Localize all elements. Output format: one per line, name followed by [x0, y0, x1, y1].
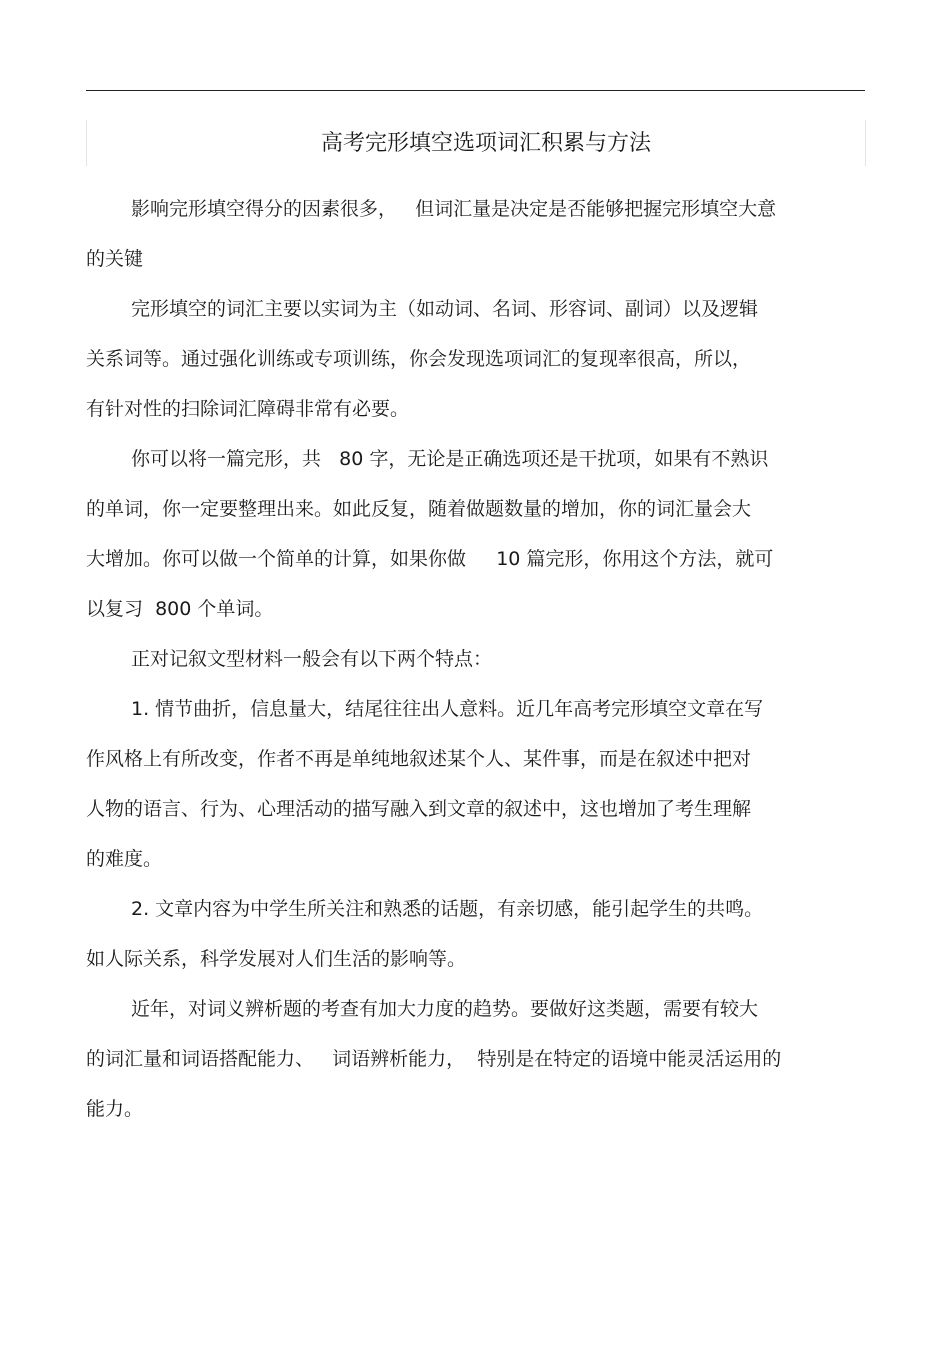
- paragraph-line: 的难度。: [86, 848, 163, 870]
- paragraph-line: 如人际关系，科学发展对人们生活的影响等。: [86, 948, 467, 970]
- paragraph-line: 你可以将一篇完形，共 80 字，无论是正确选项还是干扰项，如果有不熟识: [131, 448, 769, 470]
- paragraph-line: 完形填空的词汇主要以实词为主（如动词、名词、形容词、副词）以及逻辑: [131, 298, 759, 320]
- paragraph-line: 正对记叙文型材料一般会有以下两个特点：: [131, 648, 493, 670]
- paragraph-line: 作风格上有所改变，作者不再是单纯地叙述某个人、某件事，而是在叙述中把对: [86, 748, 752, 770]
- title-frame: [86, 120, 866, 166]
- paragraph-line: 人物的语言、行为、心理活动的描写融入到文章的叙述中，这也增加了考生理解: [86, 798, 752, 820]
- paragraph-line: 的关键: [86, 248, 144, 270]
- paragraph-line: 有针对性的扫除词汇障碍非常有必要。: [86, 398, 410, 420]
- paragraph-line: 以复习 800 个单词。: [86, 598, 274, 620]
- paragraph-line: 的词汇量和词语搭配能力、 词语辨析能力， 特别是在特定的语境中能灵活运用的: [86, 1048, 782, 1070]
- paragraph-line: 1. 情节曲折，信息量大，结尾往往出人意料。近几年高考完形填空文章在写: [131, 698, 764, 720]
- paragraph-line: 2. 文章内容为中学生所关注和熟悉的话题，有亲切感，能引起学生的共鸣。: [131, 898, 764, 920]
- header-rule: [86, 90, 865, 91]
- paragraph-line: 近年，对词义辨析题的考查有加大力度的趋势。要做好这类题，需要有较大: [131, 998, 759, 1020]
- paragraph-line: 大增加。你可以做一个简单的计算，如果你做 10 篇完形，你用这个方法，就可: [86, 548, 774, 570]
- paragraph-line: 关系词等。通过强化训练或专项训练，你会发现选项词汇的复现率很高，所以，: [86, 348, 752, 370]
- document-title: 高考完形填空选项词汇积累与方法: [320, 131, 651, 156]
- paragraph-line: 能力。: [86, 1098, 144, 1120]
- paragraph-line: 影响完形填空得分的因素很多， 但词汇量是决定是否能够把握完形填空大意: [131, 198, 777, 220]
- paragraph-line: 的单词，你一定要整理出来。如此反复，随着做题数量的增加，你的词汇量会大: [86, 498, 752, 520]
